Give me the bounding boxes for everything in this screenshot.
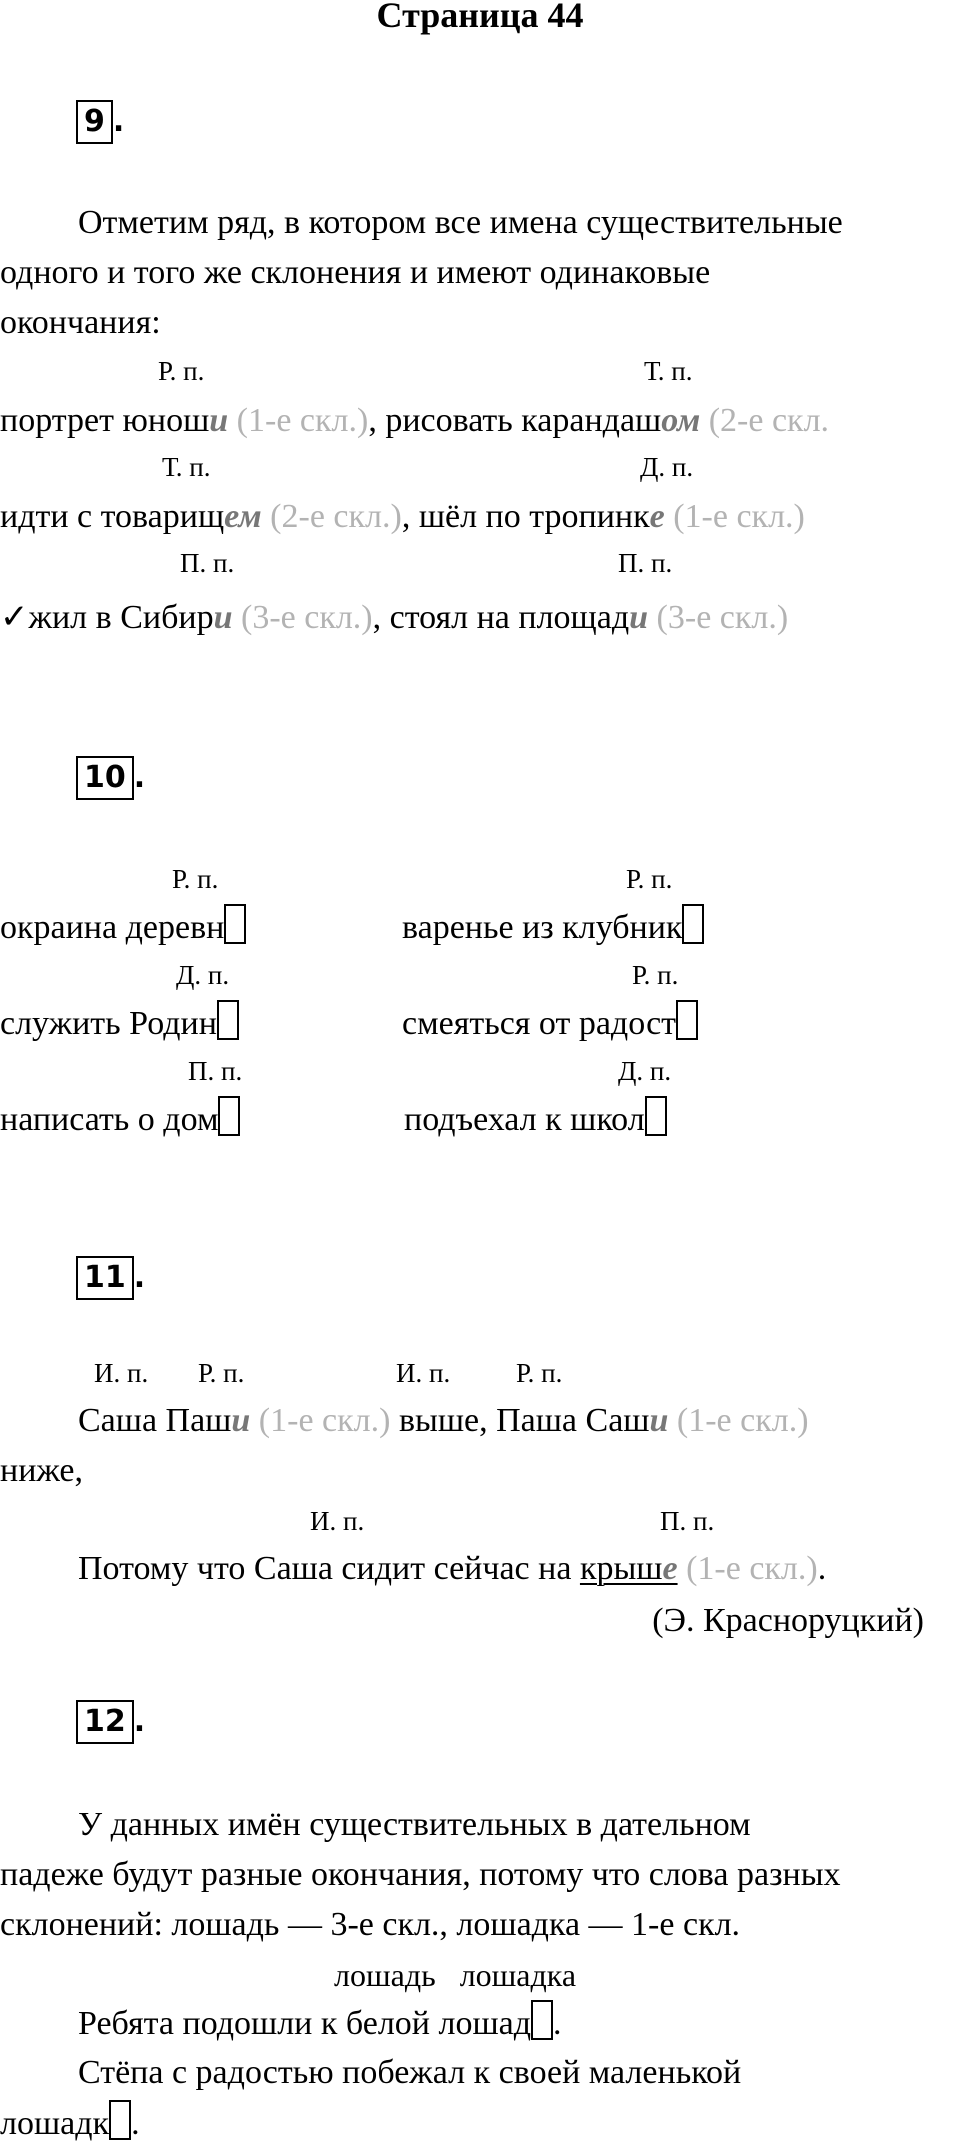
case-label: Д. п. <box>176 960 230 990</box>
task-9-intro-2: одного и того же склонения и имеют одинаковые <box>0 254 711 291</box>
word-stem: Потому что Саша сидит сейчас на <box>78 1550 580 1587</box>
task-10-phrase <box>0 1000 239 1047</box>
task-10-phrase <box>404 1096 667 1143</box>
task-12-number: 12 <box>76 1700 134 1744</box>
punctuation: . <box>817 1550 827 1587</box>
phrase-text: смеяться от радост <box>402 1005 677 1042</box>
word-stem: идти с товарищ <box>0 498 225 535</box>
phrase-text: варенье из клубник <box>402 909 683 946</box>
word-stem: , рисовать карандаш <box>368 402 662 439</box>
ending-box <box>531 2000 553 2040</box>
case-label: Р. п. <box>172 864 219 894</box>
underlined-word <box>580 1550 678 1587</box>
case-label: Р. п. <box>632 960 679 990</box>
case-label: Р. п. <box>198 1358 245 1388</box>
word-ending: и <box>629 599 649 636</box>
phrase-text: служить Родин <box>0 1005 217 1042</box>
task-10-phrase <box>0 1096 240 1143</box>
word-ending: е <box>649 498 665 535</box>
word-ending: ом <box>661 402 701 439</box>
declension-note: (3-е скл.) <box>232 599 373 636</box>
task-12-sentence-1 <box>78 2000 562 2047</box>
task-9-row-3 <box>0 594 788 641</box>
case-label: Д. п. <box>640 452 694 482</box>
case-label: И. п. <box>310 1506 365 1536</box>
declension-note: (3-е скл.) <box>648 599 789 636</box>
task-12-sentence-2: Стёпа с радостью побежал к своей маленькой <box>78 2054 742 2091</box>
task-9-row-2 <box>0 494 805 540</box>
task-10-phrase <box>0 904 246 951</box>
phrase-text: подъехал к школ <box>404 1101 645 1138</box>
task-12-paragraph-2: падеже будут разные окончания, потому что слова разных <box>0 1856 841 1893</box>
declension-note: (1-е скл.) <box>664 498 805 535</box>
poem-line: ниже, <box>0 1452 84 1489</box>
task-12-sentence-3 <box>0 2100 140 2147</box>
task-12-label: 12 . <box>76 1700 145 1744</box>
ending-box <box>676 1000 698 1040</box>
case-label: П. п. <box>180 548 235 578</box>
phrase-text: написать о дом <box>0 1101 219 1138</box>
page-title: Страница 44 <box>376 0 584 35</box>
case-label: П. п. <box>188 1056 243 1086</box>
case-label: П. п. <box>618 548 673 578</box>
declension-note: (2-е скл. <box>700 402 830 439</box>
task-12-paragraph-1: У данных имён существительных в дательном <box>78 1806 751 1843</box>
ending-box <box>218 1096 240 1136</box>
case-label: Р. п. <box>516 1358 563 1388</box>
word-ending: и <box>649 1402 669 1439</box>
word-ending: и <box>213 599 233 636</box>
case-label: П. п. <box>660 1506 715 1536</box>
task-11-number: 11 <box>76 1256 134 1300</box>
word-labels: лошадь лошадка <box>334 1957 577 1993</box>
task-10-number: 10 <box>76 756 134 800</box>
word-ending: и <box>231 1402 251 1439</box>
ending-box <box>224 904 246 944</box>
declension-note: (1-е скл.) <box>228 402 369 439</box>
declension-note: (1-е скл.) <box>250 1402 391 1439</box>
declension-note: (2-е скл.) <box>261 498 402 535</box>
word-ending: е <box>662 1550 678 1587</box>
sentence-text: лошадк <box>0 2105 110 2142</box>
punctuation: . <box>131 2105 140 2142</box>
poem-line <box>78 1398 809 1444</box>
word-ending: ем <box>224 498 262 535</box>
case-label: Т. п. <box>644 356 693 386</box>
case-label: И. п. <box>396 1358 451 1388</box>
poem-author: (Э. Красноруцкий) <box>652 1602 924 1639</box>
task-10-phrase <box>402 904 704 951</box>
punctuation: . <box>553 2005 562 2042</box>
poem-line <box>78 1546 826 1592</box>
task-9-intro-3: окончания: <box>0 304 161 341</box>
word-stem: , стоял на площад <box>372 599 630 636</box>
ending-box <box>217 1000 239 1040</box>
case-label: Р. п. <box>158 356 205 386</box>
case-label: Д. п. <box>618 1056 672 1086</box>
declension-note: (1-е скл.) <box>668 1402 809 1439</box>
ending-box <box>109 2100 131 2140</box>
case-label: И. п. <box>94 1358 149 1388</box>
word-ending: и <box>209 402 229 439</box>
task-11-label: 11 . <box>76 1256 145 1300</box>
task-12-paragraph-3: склонений: лошадь — 3-е скл., лошадка — 1-е скл. <box>0 1906 741 1943</box>
declension-note: (1-е скл.) <box>677 1550 818 1587</box>
checkmark-icon: ✓ <box>0 597 29 637</box>
task-9-label: 9 . <box>76 100 124 144</box>
task-9-intro-1: Отметим ряд, в котором все имена существительные <box>78 204 843 241</box>
word-stem: , шёл по тропинк <box>401 498 650 535</box>
task-10-phrase <box>402 1000 698 1047</box>
case-label: Т. п. <box>162 452 211 482</box>
word-stem: крыш <box>579 1550 663 1587</box>
word-stem: портрет юнош <box>0 402 210 439</box>
ending-box <box>682 904 704 944</box>
case-label: Р. п. <box>626 864 673 894</box>
word-stem: выше, Паша Саш <box>390 1402 650 1439</box>
word-stem: Саша Паш <box>78 1402 232 1439</box>
sentence-text: Ребята подошли к белой лошад <box>78 2005 532 2042</box>
ending-box <box>645 1096 667 1136</box>
phrase-text: окраина деревн <box>0 909 225 946</box>
task-9-number: 9 <box>76 100 113 144</box>
task-10-label: 10 . <box>76 756 145 800</box>
task-9-row-1 <box>0 398 829 444</box>
word-stem: жил в Сибир <box>28 599 214 636</box>
